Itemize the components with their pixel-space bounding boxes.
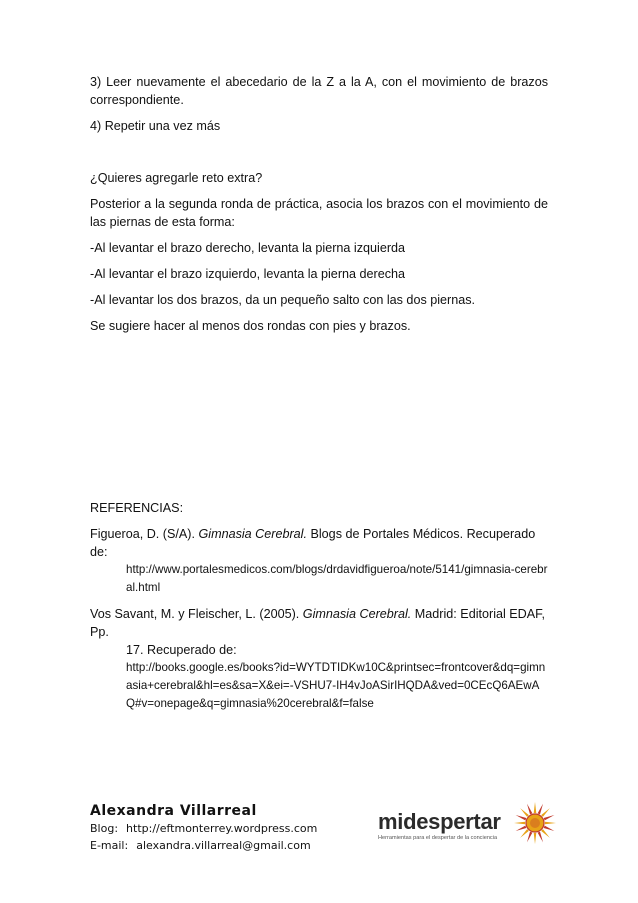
sun-ray <box>541 829 550 838</box>
instruction-paragraph: Posterior a la segunda ronda de práctica, asocia los brazos con el movimiento de las piernas de esta forma: <box>90 197 548 229</box>
reference-2-authors: Vos Savant, M. y Fleischer, L. (2005). <box>90 607 300 621</box>
step-3-text: 3) Leer nuevamente el abecedario de la Z a la A, con el movimiento de brazos correspondiente. <box>90 75 548 107</box>
reference-2-source: Madrid: Editorial EDAF, Pp. <box>90 607 545 639</box>
reference-1-url[interactable]: http://www.portalesmedicos.com/blogs/drdavidfigueroa/note/5141/gimnasia-cerebral.html <box>126 563 548 594</box>
sun-ray <box>514 822 525 825</box>
sun-ray <box>534 833 537 844</box>
brand-name: midespertar <box>378 809 501 834</box>
sun-ray <box>527 804 532 815</box>
instruction-line-1: -Al levantar el brazo derecho, levanta la pierna izquierda <box>90 241 406 255</box>
sun-ray <box>538 832 543 843</box>
midespertar-logo <box>378 803 560 853</box>
reference-1-authors: Figueroa, D. (S/A). <box>90 527 195 541</box>
email-label: E-mail: <box>90 839 129 852</box>
page-footer <box>90 803 560 863</box>
sun-ray <box>527 832 532 843</box>
reference-2-pages: 17. Recuperado de: <box>126 643 237 657</box>
sun-ray <box>544 826 555 831</box>
author-name: Alexandra Villarreal <box>90 803 257 819</box>
blog-link[interactable]: http://eftmonterrey.wordpress.com <box>126 822 318 835</box>
suggestion-text: Se sugiere hacer al menos dos rondas con pies y brazos. <box>90 319 411 333</box>
sun-ray <box>538 804 543 815</box>
blog-label: Blog: <box>90 822 119 835</box>
sun-ray <box>544 815 555 820</box>
reference-1 <box>90 525 548 597</box>
reference-1-source: Blogs de Portales Médicos. Recuperado de: <box>90 527 536 559</box>
sun-ray <box>534 802 537 813</box>
sun-ray <box>545 822 556 825</box>
sun-icon <box>513 801 557 845</box>
sun-ray <box>541 808 550 817</box>
reference-1-title: Gimnasia Cerebral. <box>198 527 307 541</box>
document-body <box>90 73 548 721</box>
instruction-line-3: -Al levantar los dos brazos, da un pequeño salto con las dos piernas. <box>90 293 476 307</box>
sun-ray <box>520 829 529 838</box>
extra-challenge-question: ¿Quieres agregarle reto extra? <box>90 171 263 185</box>
instruction-line-2: -Al levantar el brazo izquierdo, levanta la pierna derecha <box>90 267 406 281</box>
references-heading: REFERENCIAS: <box>90 501 184 515</box>
reference-2 <box>90 605 548 713</box>
reference-2-url[interactable]: http://books.google.es/books?id=WYTDTIDKw10C&printsec=frontcover&dq=gimnasia+cerebral&hl=es&sa=X&ei=-VSHU7-IH4vJoASirIHQDA&ved=0CEcQ6AEwAQ#v=onepage&q=gimnasia%20cerebral&f=false <box>126 661 546 710</box>
reference-2-title: Gimnasia Cerebral. <box>302 607 412 621</box>
sun-ray <box>516 815 527 820</box>
email-link[interactable]: alexandra.villarreal@gmail.com <box>136 839 311 852</box>
sun-ray <box>520 808 529 817</box>
step-4-text: 4) Repetir una vez más <box>90 119 221 133</box>
sun-ray <box>516 826 527 831</box>
brand-tagline: Herramientas para el despertar de la conciencia <box>378 835 498 841</box>
